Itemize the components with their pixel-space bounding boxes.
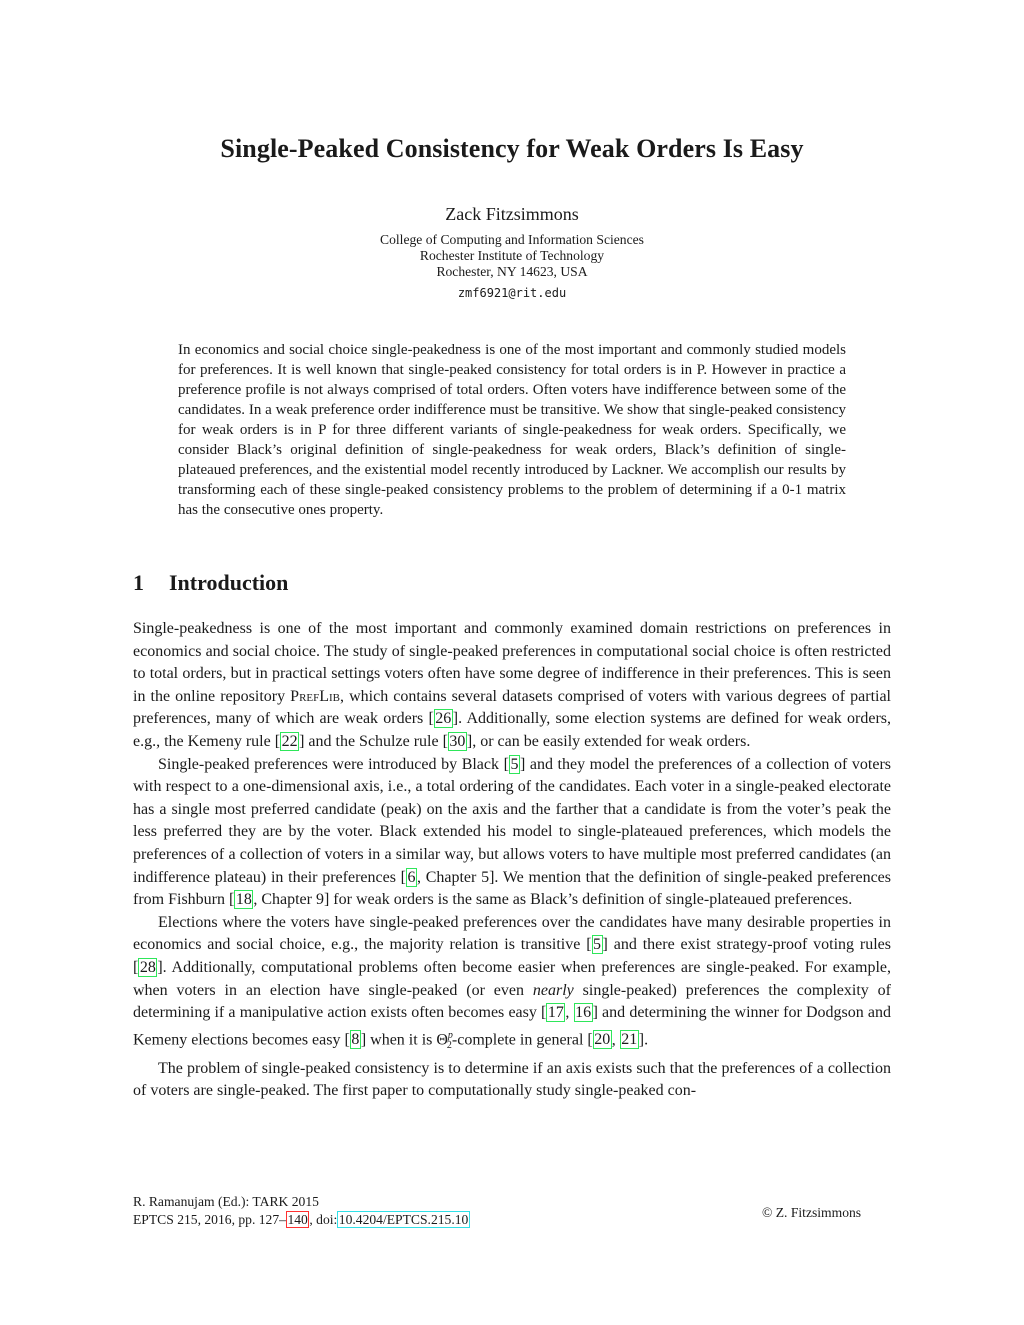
affiliation-line: College of Computing and Information Sciences <box>380 232 644 247</box>
citation-link[interactable]: 20 <box>594 1031 611 1049</box>
citation-link[interactable]: 5 <box>510 755 519 773</box>
section-title: Introduction <box>169 570 289 595</box>
author-name: Zack Fitzsimmons <box>445 204 579 224</box>
text-run: , Chapter 5]. We mention that the definition of single-peaked preferences from Fishburn [ <box>133 868 891 909</box>
footer-line <box>133 1211 470 1229</box>
body-text <box>133 618 891 1103</box>
text-run: ] and there exist strategy-proof voting rules [ <box>133 936 892 976</box>
paragraph <box>133 618 891 754</box>
complexity-subscript: 2 <box>446 1040 452 1052</box>
paragraph <box>133 754 891 912</box>
author-email[interactable]: zmf6921@rit.edu <box>457 286 567 300</box>
citation-link[interactable]: 18 <box>235 891 252 909</box>
text-run: Single-peakedness is one of the most important and commonly examined domain restrictions on preferences in economics and social choice. The study of single-peaked preferences in computational social choice is often restricted to total orders, but in practical settings voters often have some degree of indifference in their preferences. This is seen in the online repository <box>133 620 891 705</box>
doi-link[interactable]: 10.4204/EPTCS.215.10 <box>338 1212 469 1227</box>
text-run: , Chapter 9] for weak orders is the same as Black’s definition of single-plateaued preferences. <box>253 891 853 909</box>
complexity-superscript: p <box>447 1029 453 1041</box>
text-run: -complete in general [ <box>451 1031 593 1049</box>
footer-venue <box>133 1193 470 1229</box>
citation-link[interactable]: 26 <box>435 710 452 728</box>
text-run: single-peaked) preferences the complexity of determining if a manipulative action exists often becomes easy [ <box>133 981 892 1022</box>
paragraph: The problem of single-peaked consistency is to determine if an axis exists such that the preferences of a collection of voters are single-peaked. The first paper to computationally study single-peaked con- <box>133 1059 891 1100</box>
text-run: , <box>565 1004 574 1022</box>
citation-link[interactable]: 8 <box>351 1031 360 1049</box>
text-run: Single-peaked preferences were introduced by Black [ <box>158 755 509 773</box>
text-run: EPTCS 215, 2016, pp. 127– <box>133 1212 286 1227</box>
citation-link[interactable]: 22 <box>281 732 298 750</box>
preflib-name: PrefLib <box>290 687 341 705</box>
footer-line: R. Ramanujam (Ed.): TARK 2015 <box>133 1194 319 1209</box>
citation-link[interactable]: 30 <box>449 732 466 750</box>
text-run: ], or can be easily extended for weak orders. <box>466 732 751 750</box>
text-run: ] and they model the preferences of a collection of voters with respect to a one-dimensional axis, i.e., a total ordering of the candidates. Each voter in a single-peaked electorate has a single most preferred candidate (peak) on the axis and the farther that a candidate is from the voter’s peak the less preferred they are by the voter. Black extended his model to single-plateaued preferences, which models the preferences of a collection of voters in a similar way, but allows voters to have multiple most preferred candidates (an indifference plateau) in their preferences [ <box>133 755 891 886</box>
citation-link[interactable]: 17 <box>547 1004 564 1022</box>
affiliation-line: Rochester Institute of Technology <box>419 248 605 263</box>
citation-link[interactable]: 21 <box>621 1031 638 1049</box>
copyright-notice: © Z. Fitzsimmons <box>762 1205 862 1220</box>
text-run: , doi: <box>309 1212 338 1227</box>
text-run: ]. <box>638 1031 649 1049</box>
paragraph <box>133 912 891 1058</box>
text-run: Elections where the voters have single-peaked preferences over the candidates have many desirable properties in economics and social choice, e.g., the majority relation is transitive [ <box>133 913 891 954</box>
text-run: ] and the Schulze rule [ <box>299 732 448 750</box>
emphasis: nearly <box>532 981 574 999</box>
text-run: ] when it is Θ <box>360 1031 448 1049</box>
section-number: 1 <box>133 570 144 595</box>
affiliation-line: Rochester, NY 14623, USA <box>436 264 588 279</box>
citation-link[interactable]: 28 <box>139 958 156 976</box>
text-run: ]. Additionally, computational problems often become easier when preferences are single-peaked. For example, when voters in an election have single-peaked (or even <box>133 958 891 999</box>
text-run: ] and determining the winner for Dodgson and Kemeny elections becomes easy [ <box>133 1004 891 1049</box>
citation-link[interactable]: 6 <box>407 868 416 886</box>
paper-title: Single-Peaked Consistency for Weak Orders Is Easy <box>220 134 804 163</box>
abstract: In economics and social choice single-peakedness is one of the most important and commonly studied models for preferences. It is well known that single-peaked consistency for total orders is in P. However in practice a preference profile is not always comprised of total orders. Often voters have indifference between some of the candidates. In a weak preference order indifference must be transitive. We show that single-peaked consistency for weak orders is in P for three different variants of single-peakedness for weak orders. Specifically, we consider Black’s original definition of single-peakedness for weak orders, Black’s definition of single-plateaued preferences, and the existential model recently introduced by Lackner. We accomplish our results by transforming each of these single-peaked consistency problems to the problem of determining if a 0-1 matrix has the consecutive ones property. <box>178 342 846 518</box>
citation-link[interactable]: 5 <box>593 936 602 954</box>
text-run: ]. Additionally, some election systems are defined for weak orders, e.g., the Kemeny rule [ <box>133 710 892 750</box>
page-end-link[interactable]: 140 <box>287 1212 308 1227</box>
text-run: , <box>611 1031 620 1049</box>
citation-link[interactable]: 16 <box>575 1004 592 1022</box>
text-run: , which contains several datasets comprised of voters with various degrees of partial preferences, many of which are weak orders [ <box>133 687 891 728</box>
